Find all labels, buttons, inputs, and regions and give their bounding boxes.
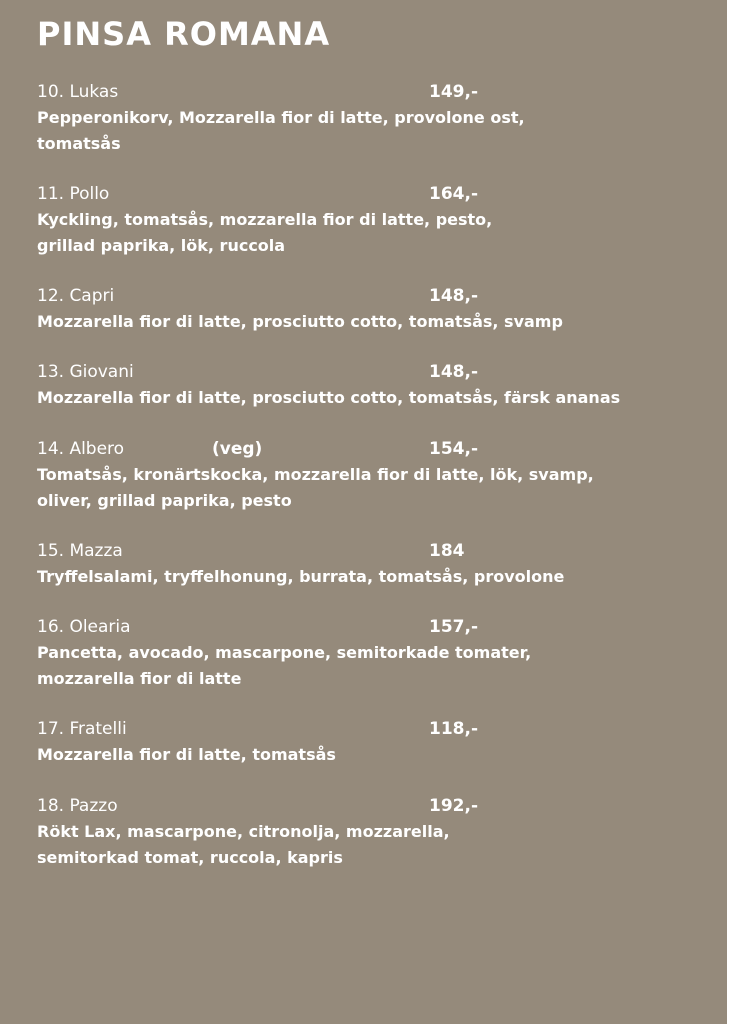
- item-description: [37, 385, 677, 411]
- menu-item-lukas: [37, 79, 677, 156]
- item-name: 15. Mazza: [37, 541, 123, 561]
- menu-item-capri: [37, 283, 677, 335]
- menu-item-mazza: [37, 538, 677, 590]
- item-name: 17. Fratelli: [37, 719, 127, 739]
- item-price: 192,-: [429, 796, 478, 816]
- item-price: 149,-: [429, 82, 478, 102]
- item-price: 118,-: [429, 719, 478, 739]
- item-description: [37, 207, 677, 258]
- description-line: Pancetta, avocado, mascarpone, semitorkade tomater,: [37, 643, 532, 662]
- description-line: mozzarella fior di latte: [37, 668, 242, 688]
- description-line: tomatsås: [37, 133, 121, 153]
- description-line: Mozzarella fior di latte, prosciutto cotto, tomatsås, färsk ananas: [37, 388, 621, 407]
- veg-tag: (veg): [212, 439, 263, 459]
- item-description: [37, 640, 677, 691]
- item-price: 164,-: [429, 184, 478, 204]
- menu-item-pazzo: [37, 793, 677, 870]
- description-line: Kyckling, tomatsås, mozzarella fior di latte, pesto,: [37, 210, 493, 229]
- menu-item-albero: [37, 436, 677, 513]
- description-line: Tryffelsalami, tryffelhonung, burrata, tomatsås, provolone: [37, 567, 565, 586]
- menu-item-giovani: [37, 359, 677, 411]
- description-line: Rökt Lax, mascarpone, citronolja, mozzarella,: [37, 822, 450, 841]
- menu-item-olearia: [37, 614, 677, 691]
- item-name: 12. Capri: [37, 286, 115, 306]
- item-description: [37, 309, 677, 335]
- item-price: 154,-: [429, 439, 478, 459]
- item-description: [37, 742, 677, 768]
- description-line: oliver, grillad paprika, pesto: [37, 490, 292, 510]
- description-line: Mozzarella fior di latte, prosciutto cotto, tomatsås, svamp: [37, 312, 563, 331]
- item-description: [37, 819, 677, 870]
- item-name: 10. Lukas: [37, 82, 119, 102]
- description-line: Tomatsås, kronärtskocka, mozzarella fior di latte, lök, svamp,: [37, 465, 594, 484]
- item-price: 148,-: [429, 286, 478, 306]
- item-name: 18. Pazzo: [37, 796, 118, 816]
- item-description: [37, 105, 677, 156]
- item-name: 13. Giovani: [37, 362, 134, 382]
- page-title: PINSA ROMANA: [37, 15, 331, 53]
- description-line: Pepperonikorv, Mozzarella fior di latte, provolone ost,: [37, 108, 525, 127]
- item-description: [37, 564, 677, 590]
- item-name: 14. Albero: [37, 439, 125, 459]
- item-description: [37, 462, 677, 513]
- description-line: semitorkad tomat, ruccola, kapris: [37, 847, 343, 867]
- item-name: 16. Olearia: [37, 617, 131, 637]
- description-line: Mozzarella fior di latte, tomatsås: [37, 745, 336, 764]
- menu-item-fratelli: [37, 716, 677, 768]
- item-price: 157,-: [429, 617, 478, 637]
- item-name: 11. Pollo: [37, 184, 110, 204]
- menu-item-pollo: [37, 181, 677, 258]
- item-price: 148,-: [429, 362, 478, 382]
- description-line: grillad paprika, lök, ruccola: [37, 235, 286, 255]
- item-price: 184: [429, 541, 465, 561]
